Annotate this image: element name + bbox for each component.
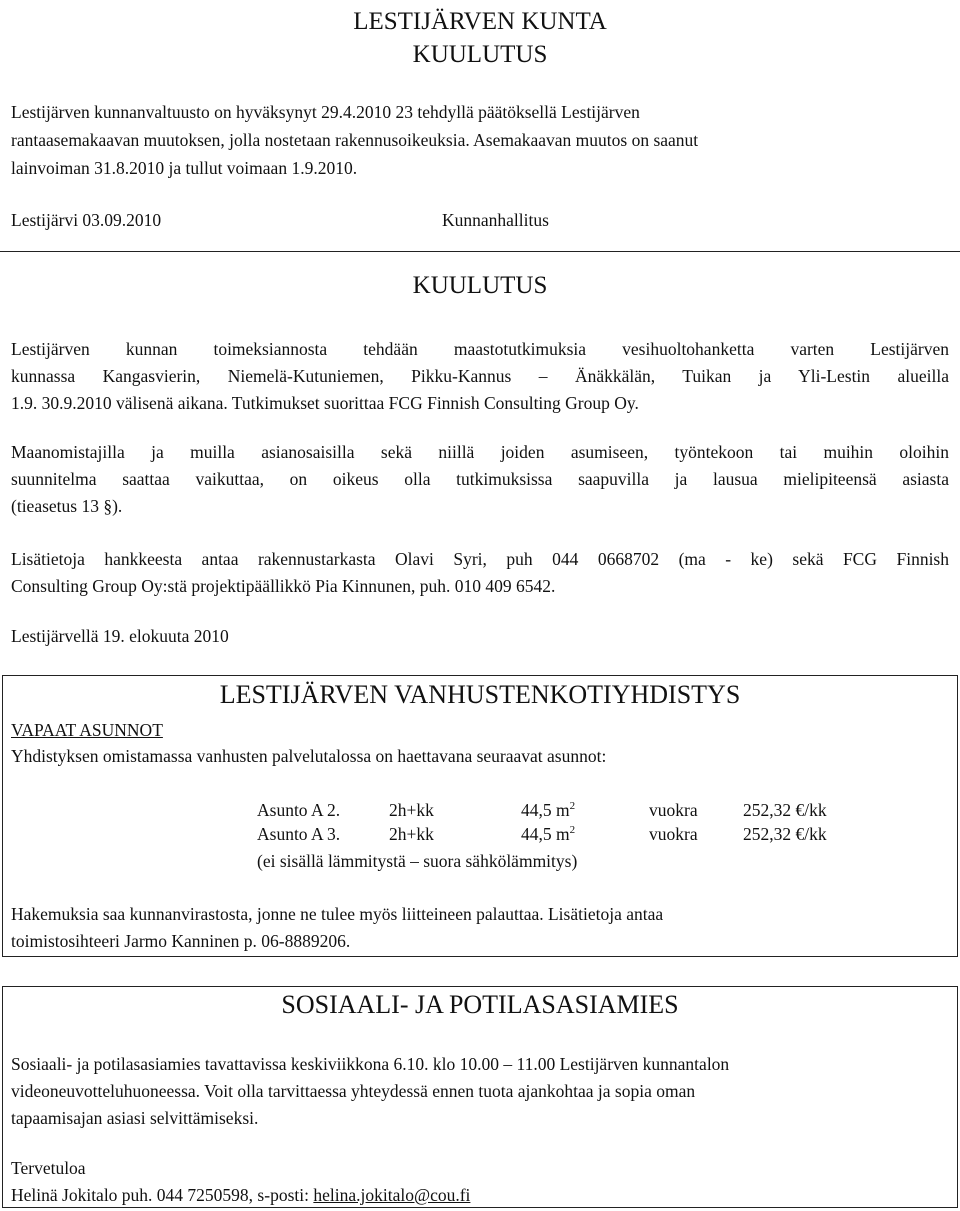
apartment-area: 44,5 $m^2$ (521, 800, 576, 820)
apartment-type: 2h+kk (389, 800, 434, 820)
ombudsman-text-line: videoneuvotteluhuoneessa. Voit olla tarvittaessa yhteydessä ennen tuota ajankohtaa ja sopia oman (11, 1081, 696, 1101)
paragraph-line: suunnitelma saattaa vaikuttaa, on oikeus olla tutkimuksissa saapuvilla ja lausua mielipiteensä asiasta (11, 469, 949, 489)
apartment-area: 44,5 $m^2$ (521, 824, 576, 844)
ombudsman-text-line: Sosiaali- ja potilasasiamies tavattavissa keskiviikkona 6.10. klo 10.00 – 11.00 Lestijärven kunnantalon (11, 1054, 730, 1074)
intro-text: Yhdistyksen omistamassa vanhusten palvelutalossa on haettavana seuraavat asunnot: (11, 746, 607, 766)
paragraph-line: Maanomistajilla ja muilla asianosaisilla sekä niillä joiden asumiseen, työntekoon tai muihin oloihin (11, 442, 949, 462)
signer: Kunnanhallitus (442, 210, 549, 230)
notice-text-line: Lestijärven kunnanvaltuusto on hyväksynyt 29.4.2010 23 tehdyllä päätöksellä Lestijärven (11, 102, 640, 122)
contact-prefix: Helinä Jokitalo puh. 044 7250598, s-posti: (11, 1185, 314, 1205)
place-date: Lestijärvellä 19. elokuuta 2010 (11, 626, 229, 646)
vacancies-subtitle: VAPAAT ASUNNOT (11, 720, 163, 740)
org-title: LESTIJÄRVEN KUNTA (353, 8, 607, 35)
greeting: Tervetuloa (11, 1158, 86, 1178)
heating-note: (ei sisällä lämmitystä – suora sähkölämmitys) (257, 851, 578, 871)
notice-text-line: rantaasemakaavan muutoksen, jolla nostetaan rakennusoikeuksia. Asemakaavan muutos on saanut (11, 130, 699, 150)
apartment-type: 2h+kk (389, 824, 434, 844)
paragraph-line: (tieasetus 13 §). (11, 496, 123, 516)
rent-label: vuokra (649, 800, 698, 820)
paragraph-line: Lisätietoja hankkeesta antaa rakennustarkasta Olavi Syri, puh 044 0668702 (ma - ke) sekä FCG Finnish (11, 549, 949, 569)
rent-label: vuokra (649, 824, 698, 844)
association-title: LESTIJÄRVEN VANHUSTENKOTIYHDISTYS (219, 680, 741, 709)
place-date: Lestijärvi 03.09.2010 (11, 210, 162, 230)
rent-value: 252,32 €/kk (743, 800, 827, 820)
apartment-name: Asunto A 3. (257, 824, 341, 844)
kuulutus-title: KUULUTUS (412, 272, 548, 299)
notice-title: KUULUTUS (412, 41, 548, 68)
email-link[interactable]: helina.jokitalo@cou.fi (313, 1185, 471, 1205)
notice-text-line: lainvoiman 31.8.2010 ja tullut voimaan 1.9.2010. (11, 158, 358, 178)
apartment-name: Asunto A 2. (257, 800, 341, 820)
paragraph-line: Consulting Group Oy:stä projektipäällikkö Pia Kinnunen, puh. 010 409 6542. (11, 576, 556, 596)
ombudsman-text-line: tapaamisajan asiasi selvittämiseksi. (11, 1108, 259, 1128)
paragraph-line: kunnassa Kangasvierin, Niemelä-Kutuniemen, Pikku-Kannus – Änäkkälän, Tuikan ja Yli-Lestin alueilla (11, 366, 949, 386)
rent-value: 252,32 €/kk (743, 824, 827, 844)
paragraph-line: Lestijärven kunnan toimeksiannosta tehdään maastotutkimuksia vesihuoltohanketta varten Lestijärven (11, 339, 949, 359)
ombudsman-title: SOSIAALI- JA POTILASASIAMIES (281, 990, 679, 1019)
paragraph-line: 1.9. 30.9.2010 välisenä aikana. Tutkimukset suorittaa FCG Finnish Consulting Group Oy. (11, 393, 639, 413)
apply-text-line: toimistosihteeri Jarmo Kanninen p. 06-8889206. (11, 931, 351, 951)
apply-text-line: Hakemuksia saa kunnanvirastosta, jonne ne tulee myös liitteineen palauttaa. Lisätietoja antaa (11, 904, 664, 924)
contact-line (11, 1184, 470, 1206)
